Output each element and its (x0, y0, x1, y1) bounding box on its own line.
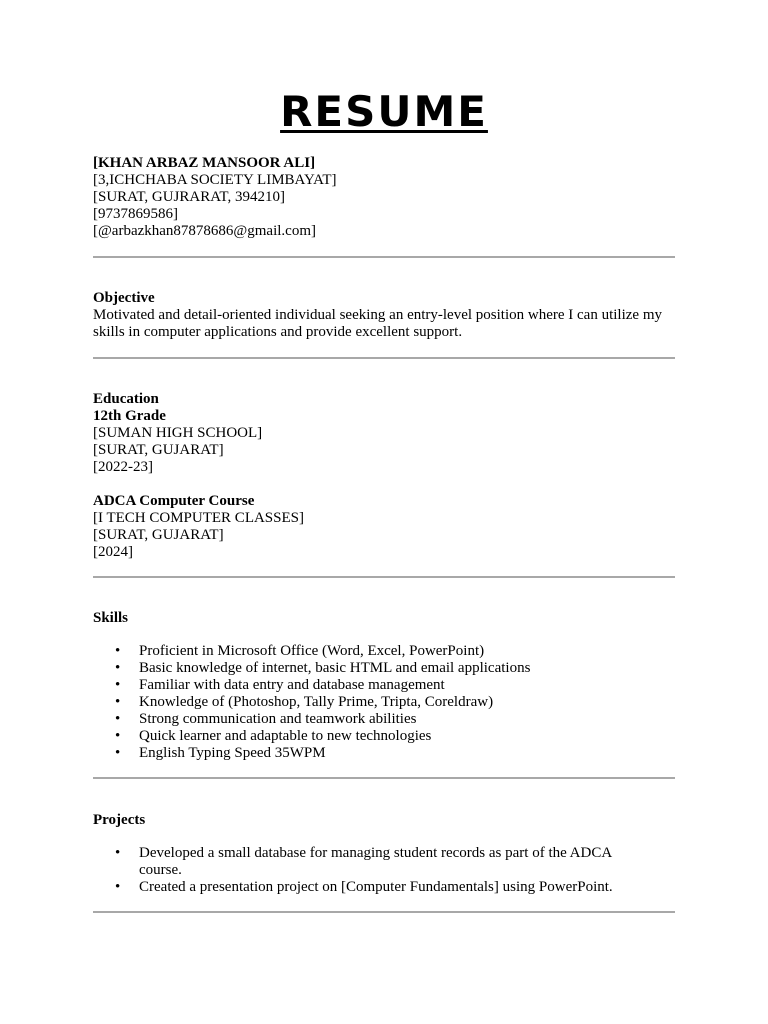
project-text: Developed a small database for managing student records as part of the ADCA course. (139, 845, 612, 878)
resume-title-text: RESUME (280, 87, 488, 136)
skills-list-item (93, 745, 639, 762)
skill-text: Strong communication and teamwork abilities (139, 711, 417, 727)
bullet-icon: • (115, 879, 121, 895)
projects-list-item (93, 879, 639, 896)
education-heading: Education (93, 391, 159, 407)
skills-section (93, 610, 675, 762)
projects-section (93, 812, 675, 896)
skills-heading: Skills (93, 610, 129, 626)
education-entry-location: [SURAT, GUJARAT] (93, 527, 224, 543)
education-entry-title: ADCA Computer Course (93, 493, 255, 509)
objective-text: Motivated and detail-oriented individual seeking an entry-level position where I can utilize my skills in computer applications and provide excellent support. (93, 307, 662, 340)
contact-email: [@arbazkhan87878686@gmail.com] (93, 223, 316, 239)
objective-heading: Objective (93, 290, 155, 306)
contact-address-line-1: [3,ICHCHABA SOCIETY LIMBAYAT] (93, 172, 337, 188)
skills-list-item (93, 660, 639, 677)
bullet-icon: • (115, 745, 121, 761)
skills-list-item (93, 677, 639, 694)
education-entry-institution: [SUMAN HIGH SCHOOL] (93, 425, 263, 441)
resume-title (93, 88, 675, 136)
bullet-icon: • (115, 677, 121, 693)
education-entry-year: [2024] (93, 544, 133, 560)
skills-list-item (93, 711, 639, 728)
skill-text: Quick learner and adaptable to new technologies (139, 728, 432, 744)
skills-list-item (93, 643, 639, 660)
skill-text: Basic knowledge of internet, basic HTML and email applications (139, 660, 531, 676)
skills-list-item (93, 694, 639, 711)
skills-list-item (93, 728, 639, 745)
skill-text: English Typing Speed 35WPM (139, 745, 326, 761)
bullet-icon: • (115, 694, 121, 710)
education-entry-location: [SURAT, GUJARAT] (93, 442, 224, 458)
projects-list (93, 845, 675, 896)
bullet-icon: • (115, 643, 121, 659)
skills-list (93, 643, 675, 762)
contact-name: [KHAN ARBAZ MANSOOR ALI] (93, 155, 316, 171)
divider-education (93, 576, 675, 578)
contact-address-line-2: [SURAT, GUJRARAT, 394210] (93, 189, 285, 205)
objective-section (93, 290, 675, 341)
bullet-icon: • (115, 660, 121, 676)
bullet-icon: • (115, 845, 121, 861)
contact-block (93, 155, 675, 240)
education-entry-year: [2022-23] (93, 459, 153, 475)
projects-heading: Projects (93, 812, 146, 828)
contact-phone: [9737869586] (93, 206, 178, 222)
divider-objective (93, 357, 675, 359)
education-section (93, 391, 675, 561)
bullet-icon: • (115, 711, 121, 727)
divider-projects (93, 911, 675, 913)
education-entry-title: 12th Grade (93, 408, 166, 424)
skill-text: Knowledge of (Photoshop, Tally Prime, Tripta, Coreldraw) (139, 694, 494, 710)
education-entry-institution: [I TECH COMPUTER CLASSES] (93, 510, 304, 526)
divider-contact (93, 256, 675, 258)
divider-skills (93, 777, 675, 779)
education-spacer (93, 476, 675, 493)
bullet-icon: • (115, 728, 121, 744)
skill-text: Proficient in Microsoft Office (Word, Excel, PowerPoint) (139, 643, 485, 659)
skill-text: Familiar with data entry and database management (139, 677, 445, 693)
project-text: Created a presentation project on [Computer Fundamentals] using PowerPoint. (139, 879, 613, 895)
projects-list-item (93, 845, 639, 879)
